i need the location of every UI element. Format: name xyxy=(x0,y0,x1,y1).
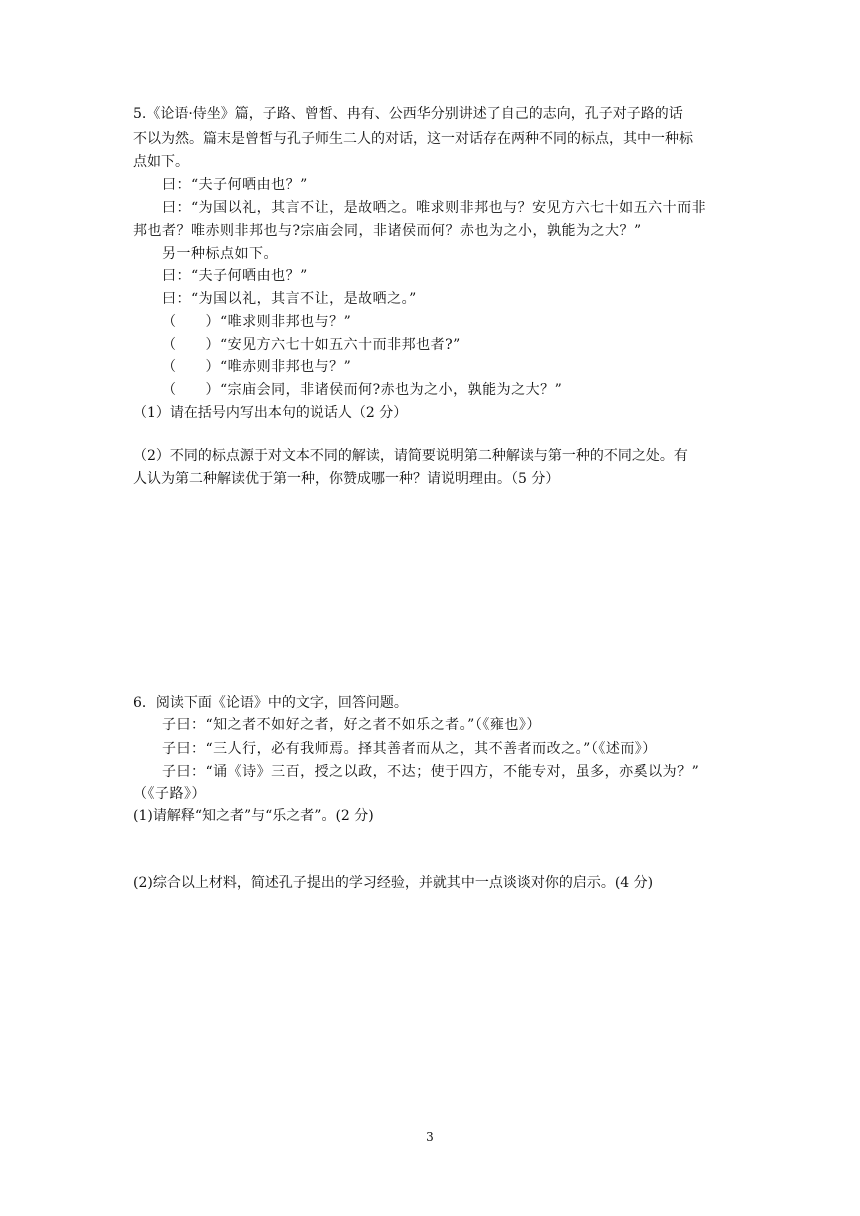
q6-intro: 6．阅读下面《论语》中的文字，回答问题。 xyxy=(133,695,408,711)
q5-version2-line-5: （ ）“唯赤则非邦也与？” xyxy=(162,359,352,375)
q6-sub-question-1: (1)请解释“知之者”与“乐之者”。(2 分) xyxy=(133,808,374,824)
q5-version1-line-1: 曰：“夫子何哂由也？” xyxy=(162,177,308,193)
q5-sub-question-2-line-2: 人认为第二种解读优于第一种，你赞成哪一种？请说明理由。（5 分） xyxy=(133,471,560,487)
q5-version2-line-1: 曰：“夫子何哂由也？” xyxy=(162,268,308,284)
q6-quote-1: 子曰：“知之者不如好之者，好之者不如乐之者。”（《雍也》） xyxy=(162,717,541,733)
q6-sub-question-2: (2)综合以上材料，简述孔子提出的学习经验，并就其中一点谈谈对你的启示。(4 分) xyxy=(133,875,654,891)
q5-version2-line-3: （ ）“唯求则非邦也与？” xyxy=(162,314,352,330)
q6-quote-3: 子曰：“诵《诗》三百，授之以政，不达；使于四方，不能专对，虽多，亦奚以为？” xyxy=(162,764,700,780)
q5-version1-line-2: 曰：“为国以礼，其言不让，是故哂之。唯求则非邦也与？安见方六七十如五六十而非 xyxy=(162,200,707,216)
page-number: 3 xyxy=(426,1130,434,1144)
q5-sub-question-1: （1）请在括号内写出本句的说话人（2 分） xyxy=(133,405,408,421)
q5-intro-line-1: 5.《论语·侍坐》篇，子路、曾皙、冉有、公西华分别讲述了自己的志向，孔子对子路的话 xyxy=(133,106,683,122)
q5-version2-line-6: （ ）“宗庙会同，非诸侯而何?赤也为之小，孰能为之大？” xyxy=(162,382,563,398)
q6-quote-2: 子曰：“三人行，必有我师焉。择其善者而从之，其不善者而改之。”（《述而》） xyxy=(162,741,657,757)
q5-version2-intro: 另一种标点如下。 xyxy=(162,246,278,262)
q5-version2-line-2: 曰：“为国以礼，其言不让，是故哂之。” xyxy=(162,291,417,307)
q5-version2-line-4: （ ）“安见方六七十如五六十而非邦也者?” xyxy=(162,337,461,353)
q6-quote-3-source: （《子路》） xyxy=(133,786,206,802)
q5-intro-line-2: 不以为然。篇末是曾皙与孔子师生二人的对话，这一对话存在两种不同的标点，其中一种标 xyxy=(133,131,693,147)
q5-sub-question-2-line-1: （2）不同的标点源于对文本不同的解读，请简要说明第二种解读与第一种的不同之处。有 xyxy=(133,448,688,464)
q5-version1-line-3: 邦也者？唯赤则非邦也与?宗庙会同，非诸侯而何？赤也为之小，孰能为之大？” xyxy=(133,223,642,239)
q5-intro-line-3: 点如下。 xyxy=(133,154,189,170)
